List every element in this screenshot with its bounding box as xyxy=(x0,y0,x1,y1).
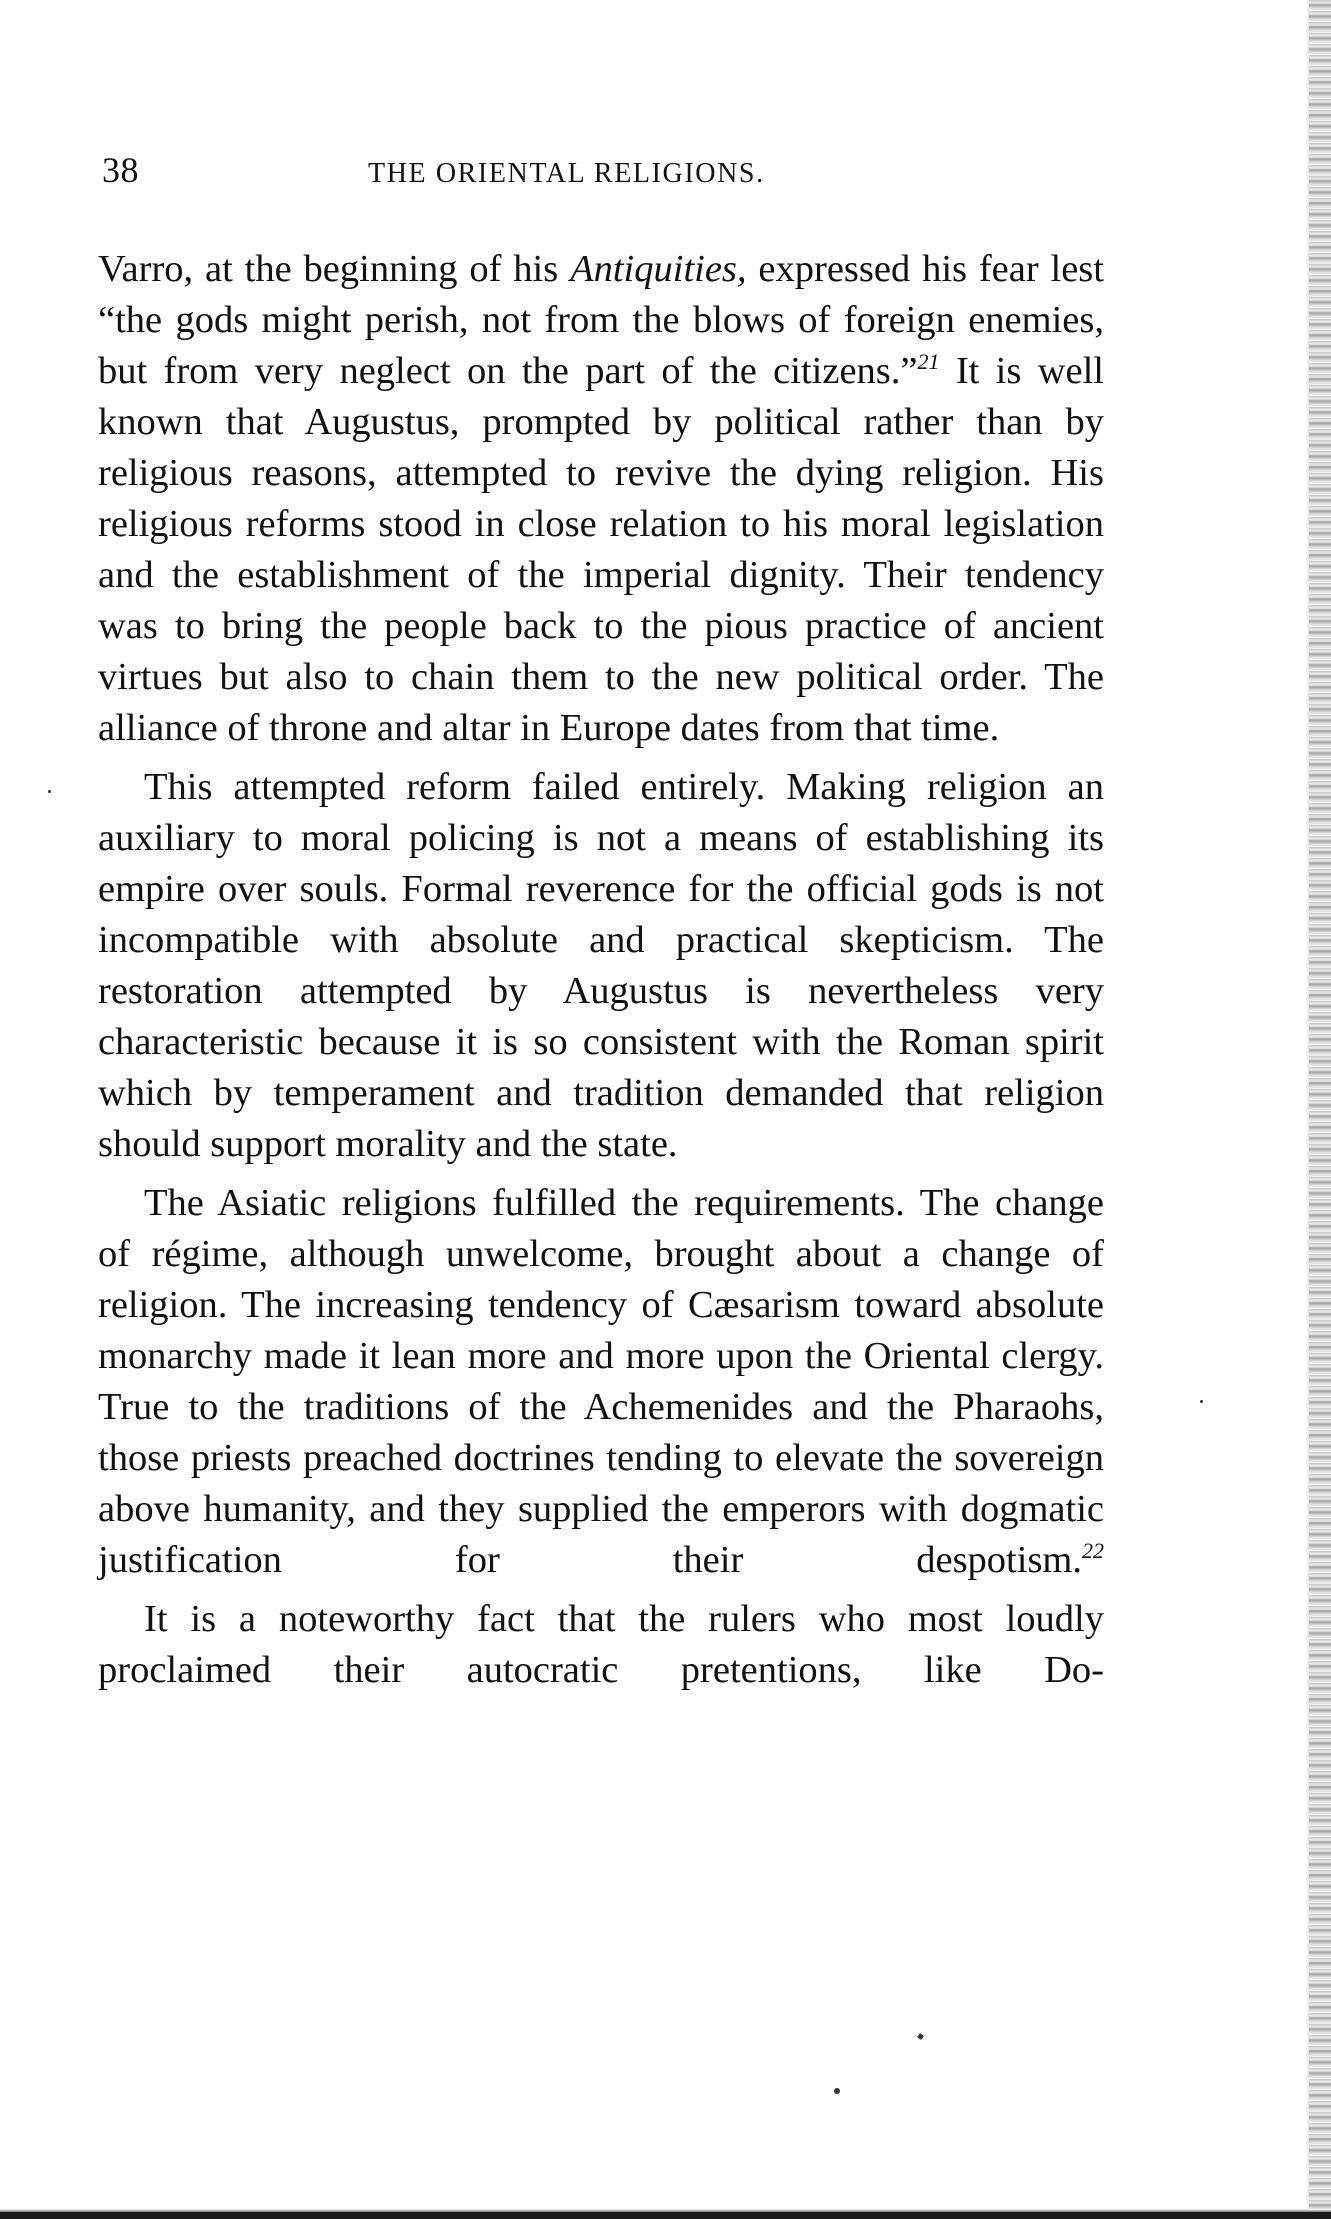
paper-speck xyxy=(834,2088,840,2094)
text-run: This attempted reform failed entirely. Making religion an auxiliary to moral policing is not a means of establishing its empire over souls. Formal reverence for the official gods is not incompatible with absolute and practical skepticism. The restoration attempted by Augustus is nevertheless very characteristic because it is so consistent with the Roman spirit which by temperament and tradition demanded that religion should support morality and the state. xyxy=(98,766,1104,1165)
paragraph xyxy=(98,1594,1104,1696)
footnote-reference: 22 xyxy=(1082,1538,1104,1564)
text-run: It is well known that Augustus, prompted by political rather than by religious reasons, attempted to revive the dying religion. His religious reforms stood in close relation to his moral legislation and the establishment of the imperial dignity. Their tendency was to bring the people back to the pious practice of ancient virtues but also to chain them to the new political order. The alliance of throne and altar in Europe dates from that time. xyxy=(98,350,1104,749)
running-head: THE ORIENTAL RELIGIONS. xyxy=(368,158,765,189)
paper-speck xyxy=(48,790,51,793)
body-text xyxy=(98,244,1104,1704)
text-run: The Asiatic religions fulfilled the requirements. The change of régime, although unwelcome, brought about a change of religion. The increasing tendency of Cæsarism toward absolute monarchy made it lean more and more upon the Oriental clergy. True to the traditions of the Achemenides and the Pharaohs, those priests preached doctrines tending to elevate the sovereign above humanity, and they supplied the emperors with dogmatic justification for their despotism. xyxy=(98,1182,1104,1581)
binding-gutter xyxy=(1309,0,1331,2219)
paragraph xyxy=(98,244,1104,754)
paper-speck xyxy=(1200,1400,1203,1403)
footnote-reference: 21 xyxy=(917,349,940,375)
italic-title: Antiquities, xyxy=(570,248,747,290)
scan-bottom-edge xyxy=(0,2212,1331,2219)
paragraph xyxy=(98,762,1104,1170)
page-number: 38 xyxy=(102,150,139,190)
paragraph xyxy=(98,1178,1104,1586)
page-header xyxy=(102,150,1102,194)
text-run: Varro, at the beginning of his xyxy=(98,248,571,290)
paper-speck xyxy=(917,2033,924,2040)
text-run: It is a noteworthy fact that the rulers who most loudly proclaimed their autocratic pretentions, like Do- xyxy=(98,1598,1104,1691)
text-run: expressed his fear lest “the gods might perish, not from the blows of foreign enemies, but from very neglect on the part of the citizens.” xyxy=(98,248,1104,392)
